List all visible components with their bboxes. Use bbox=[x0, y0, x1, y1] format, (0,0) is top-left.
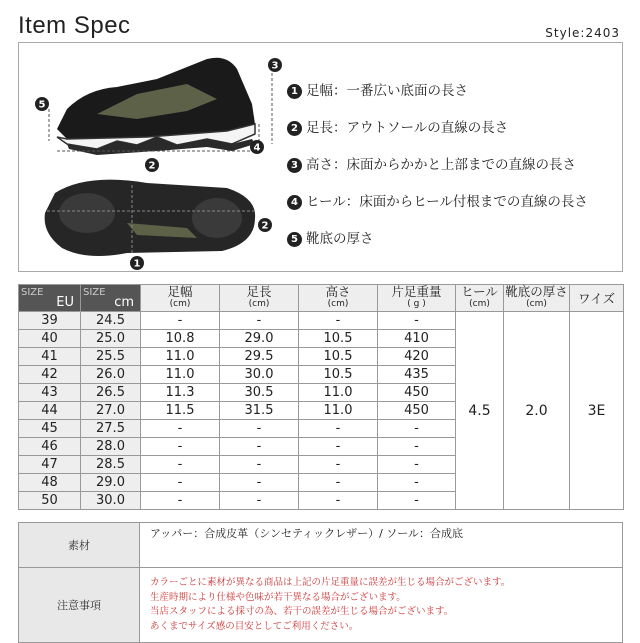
weight-cell: 450 bbox=[378, 384, 456, 402]
sole-cell: 2.0 bbox=[504, 312, 570, 510]
marker-1-label: 1 bbox=[133, 258, 141, 270]
marker-5-icon bbox=[35, 97, 49, 111]
cm-cell: 28.0 bbox=[81, 438, 141, 456]
header-unit: (cm) bbox=[469, 299, 490, 309]
weight-cell: 435 bbox=[378, 366, 456, 384]
marker-4-icon bbox=[250, 140, 264, 154]
height-cell: - bbox=[299, 492, 378, 510]
cm-label: cm bbox=[114, 295, 134, 310]
length-cell: 31.5 bbox=[220, 402, 299, 420]
measurement-descriptions bbox=[287, 73, 588, 258]
note-line: 生産時期により仕様や色味が若干異なる場合がございます。 bbox=[150, 591, 406, 603]
eu-cell: 43 bbox=[19, 384, 81, 402]
marker-3-label: 3 bbox=[271, 60, 279, 72]
eu-cell: 42 bbox=[19, 366, 81, 384]
width-cell: 11.0 bbox=[141, 348, 220, 366]
length-cell: 30.5 bbox=[220, 384, 299, 402]
height-cell: 10.5 bbox=[299, 330, 378, 348]
cm-cell: 25.5 bbox=[81, 348, 141, 366]
height-cell: - bbox=[299, 474, 378, 492]
length-cell: - bbox=[220, 438, 299, 456]
info-table bbox=[18, 522, 623, 643]
width-cell: 11.0 bbox=[141, 366, 220, 384]
header-cm bbox=[81, 285, 141, 312]
cm-cell: 24.5 bbox=[81, 312, 141, 330]
eu-cell: 45 bbox=[19, 420, 81, 438]
description-text: 足幅：一番広い底面の長さ bbox=[306, 83, 468, 99]
eu-cell: 48 bbox=[19, 474, 81, 492]
length-cell: - bbox=[220, 474, 299, 492]
cm-cell: 26.5 bbox=[81, 384, 141, 402]
header-unit: (cm) bbox=[248, 299, 270, 309]
note-line: 当店スタッフによる採寸の為、若干の誤差が生じる場合がございます。 bbox=[150, 606, 454, 617]
weight-cell: - bbox=[378, 492, 456, 510]
shoe-sole-illustration bbox=[27, 173, 287, 273]
description-item bbox=[287, 73, 588, 110]
weight-cell: 410 bbox=[378, 330, 456, 348]
description-text: 足長：アウトソールの直線の長さ bbox=[306, 120, 509, 136]
notes-text bbox=[140, 568, 623, 643]
height-cell: - bbox=[299, 456, 378, 474]
notes-row bbox=[19, 568, 623, 643]
marker-5-label: 5 bbox=[38, 99, 46, 111]
header-label: 片足重量 bbox=[391, 284, 442, 299]
style-code: Style:2403 bbox=[545, 26, 620, 40]
weight-cell: - bbox=[378, 420, 456, 438]
cm-cell: 25.0 bbox=[81, 330, 141, 348]
width-cell: - bbox=[141, 312, 220, 330]
header-unit: (cm) bbox=[526, 299, 547, 309]
height-cell: - bbox=[299, 420, 378, 438]
height-cell: 10.5 bbox=[299, 366, 378, 384]
width-cell: 10.8 bbox=[141, 330, 220, 348]
header-sole bbox=[504, 285, 570, 312]
number-icon: 5 bbox=[287, 232, 302, 247]
header-label: 足幅 bbox=[167, 284, 193, 299]
header-wise bbox=[570, 285, 624, 312]
eu-cell: 41 bbox=[19, 348, 81, 366]
height-cell: 11.0 bbox=[299, 384, 378, 402]
height-cell: - bbox=[299, 438, 378, 456]
header-width bbox=[141, 285, 220, 312]
size-tag: SIZE bbox=[21, 287, 44, 298]
number-icon: 1 bbox=[287, 84, 302, 99]
note-line: カラーごとに素材が異なる商品は上記の片足重量に誤差が生じる場合がございます。 bbox=[150, 577, 511, 588]
description-item bbox=[287, 184, 588, 221]
page-title: Item Spec bbox=[18, 12, 131, 39]
header-label: 高さ bbox=[325, 284, 351, 299]
width-cell: - bbox=[141, 420, 220, 438]
cm-cell: 29.0 bbox=[81, 474, 141, 492]
header-label: 靴底の厚さ bbox=[505, 284, 568, 299]
eu-cell: 44 bbox=[19, 402, 81, 420]
heel-cell: 4.5 bbox=[456, 312, 504, 510]
material-text: アッパー：合成皮革（シンセティックレザー）/ ソール：合成底 bbox=[140, 523, 623, 568]
length-cell: 29.5 bbox=[220, 348, 299, 366]
marker-1-icon bbox=[130, 256, 144, 270]
width-cell: 11.3 bbox=[141, 384, 220, 402]
wise-cell: 3E bbox=[570, 312, 624, 510]
weight-cell: 450 bbox=[378, 402, 456, 420]
table-header-row bbox=[19, 285, 624, 312]
cm-cell: 26.0 bbox=[81, 366, 141, 384]
length-cell: - bbox=[220, 492, 299, 510]
material-label: 素材 bbox=[19, 523, 140, 568]
header-heel bbox=[456, 285, 504, 312]
notes-label: 注意事項 bbox=[19, 568, 140, 643]
header-unit: ( g ) bbox=[407, 299, 426, 309]
description-item bbox=[287, 221, 588, 258]
weight-cell: - bbox=[378, 438, 456, 456]
marker-4-label: 4 bbox=[253, 142, 261, 154]
cm-cell: 27.5 bbox=[81, 420, 141, 438]
header-unit: (cm) bbox=[327, 299, 349, 309]
width-cell: - bbox=[141, 456, 220, 474]
description-text: 靴底の厚さ bbox=[306, 231, 374, 247]
eu-cell: 47 bbox=[19, 456, 81, 474]
weight-cell: 420 bbox=[378, 348, 456, 366]
length-cell: - bbox=[220, 312, 299, 330]
marker-2-label: 2 bbox=[148, 160, 156, 172]
description-text: 高さ：床面からかかと上部までの直線の長さ bbox=[306, 157, 576, 173]
header-label: 足長 bbox=[246, 284, 272, 299]
cm-cell: 27.0 bbox=[81, 402, 141, 420]
header-weight bbox=[378, 285, 456, 312]
weight-cell: - bbox=[378, 474, 456, 492]
marker-2-icon bbox=[145, 158, 159, 172]
number-icon: 3 bbox=[287, 158, 302, 173]
header-height bbox=[299, 285, 378, 312]
size-tag: SIZE bbox=[83, 287, 106, 298]
height-cell: - bbox=[299, 312, 378, 330]
height-cell: 11.0 bbox=[299, 402, 378, 420]
number-icon: 2 bbox=[287, 121, 302, 136]
eu-cell: 46 bbox=[19, 438, 81, 456]
marker-2b-label: 2 bbox=[261, 220, 269, 232]
description-item bbox=[287, 110, 588, 147]
header-label: ワイズ bbox=[577, 290, 615, 306]
header-label: ヒール bbox=[461, 284, 498, 299]
length-cell: - bbox=[220, 456, 299, 474]
width-cell: - bbox=[141, 492, 220, 510]
description-item bbox=[287, 147, 588, 184]
eu-cell: 50 bbox=[19, 492, 81, 510]
number-icon: 4 bbox=[287, 195, 302, 210]
eu-cell: 39 bbox=[19, 312, 81, 330]
weight-cell: - bbox=[378, 312, 456, 330]
size-table bbox=[18, 284, 624, 510]
header-eu bbox=[19, 285, 81, 312]
spec-diagram-box bbox=[18, 42, 623, 272]
height-cell: 10.5 bbox=[299, 348, 378, 366]
cm-cell: 28.5 bbox=[81, 456, 141, 474]
marker-3-icon bbox=[268, 58, 282, 72]
material-row bbox=[19, 523, 623, 568]
length-cell: 29.0 bbox=[220, 330, 299, 348]
header-length bbox=[220, 285, 299, 312]
width-cell: 11.5 bbox=[141, 402, 220, 420]
length-cell: 30.0 bbox=[220, 366, 299, 384]
cm-cell: 30.0 bbox=[81, 492, 141, 510]
eu-label: EU bbox=[56, 295, 74, 310]
width-cell: - bbox=[141, 438, 220, 456]
note-line: あくまでサイズ感の目安としてご利用ください。 bbox=[150, 620, 359, 632]
weight-cell: - bbox=[378, 456, 456, 474]
eu-cell: 40 bbox=[19, 330, 81, 348]
table-row bbox=[19, 312, 624, 330]
width-cell: - bbox=[141, 474, 220, 492]
length-cell: - bbox=[220, 420, 299, 438]
header-unit: (cm) bbox=[169, 299, 191, 309]
description-text: ヒール：床面からヒール付根までの直線の長さ bbox=[306, 194, 588, 210]
marker-2b-icon bbox=[258, 218, 272, 232]
